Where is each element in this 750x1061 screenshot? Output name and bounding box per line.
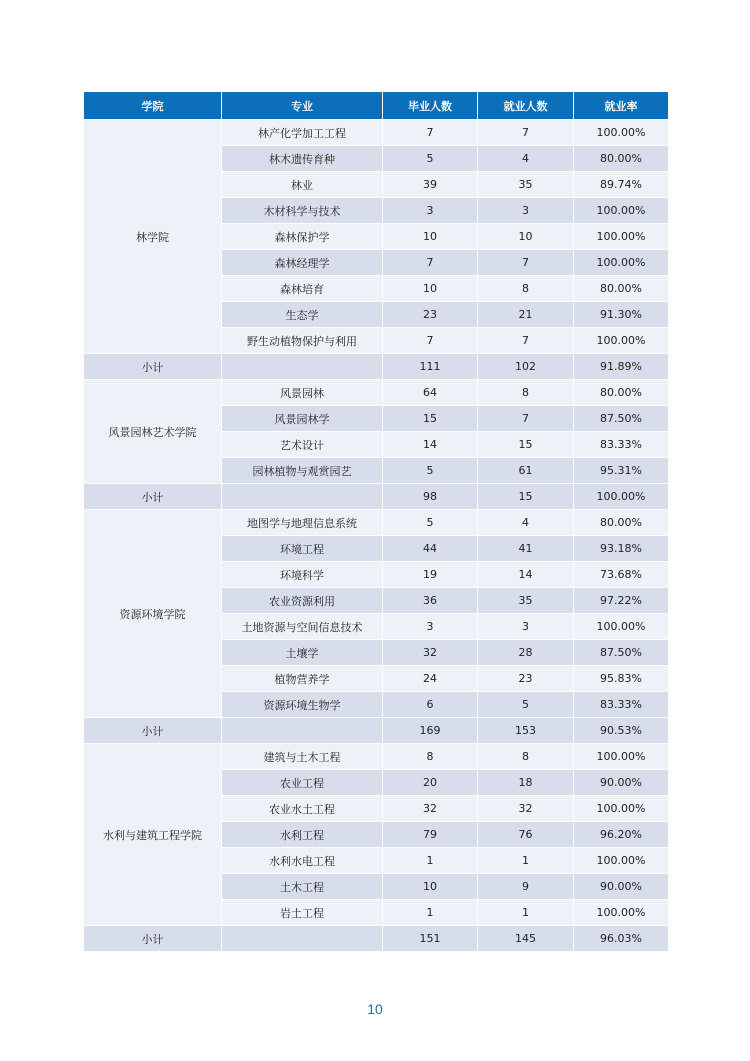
major-cell: 生态学 bbox=[222, 302, 383, 328]
table-row bbox=[84, 744, 669, 770]
employed-cell: 1 bbox=[478, 848, 574, 874]
graduates-cell: 39 bbox=[383, 172, 478, 198]
employment-rate-cell: 100.00% bbox=[574, 250, 669, 276]
employed-cell: 76 bbox=[478, 822, 574, 848]
major-cell: 林木遗传育种 bbox=[222, 146, 383, 172]
employment-rate-cell: 89.74% bbox=[574, 172, 669, 198]
subtotal-row bbox=[84, 926, 669, 952]
graduates-cell: 32 bbox=[383, 640, 478, 666]
employment-rate-cell: 80.00% bbox=[574, 380, 669, 406]
graduates-cell: 23 bbox=[383, 302, 478, 328]
header-major: 专业 bbox=[222, 92, 383, 120]
major-cell: 水利水电工程 bbox=[222, 848, 383, 874]
employed-cell: 9 bbox=[478, 874, 574, 900]
major-cell: 农业工程 bbox=[222, 770, 383, 796]
employed-cell: 7 bbox=[478, 250, 574, 276]
employed-cell: 61 bbox=[478, 458, 574, 484]
employed-cell: 32 bbox=[478, 796, 574, 822]
major-cell: 环境工程 bbox=[222, 536, 383, 562]
employment-rate-cell: 83.33% bbox=[574, 432, 669, 458]
major-cell: 土木工程 bbox=[222, 874, 383, 900]
employment-rate-cell: 100.00% bbox=[574, 796, 669, 822]
major-cell: 艺术设计 bbox=[222, 432, 383, 458]
subtotal-employed: 102 bbox=[478, 354, 574, 380]
employment-rate-cell: 90.00% bbox=[574, 874, 669, 900]
employed-cell: 7 bbox=[478, 406, 574, 432]
college-cell: 林学院 bbox=[84, 120, 222, 354]
subtotal-row bbox=[84, 354, 669, 380]
employment-rate-cell: 91.30% bbox=[574, 302, 669, 328]
employed-cell: 15 bbox=[478, 432, 574, 458]
major-cell: 风景园林 bbox=[222, 380, 383, 406]
graduates-cell: 5 bbox=[383, 510, 478, 536]
employed-cell: 4 bbox=[478, 146, 574, 172]
college-cell: 水利与建筑工程学院 bbox=[84, 744, 222, 926]
graduates-cell: 5 bbox=[383, 458, 478, 484]
college-cell: 资源环境学院 bbox=[84, 510, 222, 718]
major-cell: 水利工程 bbox=[222, 822, 383, 848]
major-cell: 农业水土工程 bbox=[222, 796, 383, 822]
employment-rate-cell: 80.00% bbox=[574, 276, 669, 302]
employed-cell: 8 bbox=[478, 744, 574, 770]
subtotal-employment-rate: 96.03% bbox=[574, 926, 669, 952]
employed-cell: 10 bbox=[478, 224, 574, 250]
subtotal-row bbox=[84, 718, 669, 744]
employment-rate-cell: 96.20% bbox=[574, 822, 669, 848]
subtotal-major-empty bbox=[222, 718, 383, 744]
graduates-cell: 3 bbox=[383, 614, 478, 640]
employed-cell: 3 bbox=[478, 614, 574, 640]
employed-cell: 41 bbox=[478, 536, 574, 562]
graduates-cell: 32 bbox=[383, 796, 478, 822]
major-cell: 野生动植物保护与利用 bbox=[222, 328, 383, 354]
graduates-cell: 79 bbox=[383, 822, 478, 848]
page-number: 10 bbox=[367, 1001, 383, 1017]
major-cell: 资源环境生物学 bbox=[222, 692, 383, 718]
employment-rate-cell: 100.00% bbox=[574, 328, 669, 354]
employment-rate-cell: 87.50% bbox=[574, 406, 669, 432]
subtotal-employment-rate: 90.53% bbox=[574, 718, 669, 744]
major-cell: 森林经理学 bbox=[222, 250, 383, 276]
employed-cell: 7 bbox=[478, 120, 574, 146]
graduates-cell: 7 bbox=[383, 120, 478, 146]
employment-rate-cell: 100.00% bbox=[574, 120, 669, 146]
graduates-cell: 10 bbox=[383, 224, 478, 250]
subtotal-label: 小计 bbox=[84, 484, 222, 510]
major-cell: 林产化学加工工程 bbox=[222, 120, 383, 146]
employment-stats-table bbox=[83, 91, 669, 952]
employment-rate-cell: 83.33% bbox=[574, 692, 669, 718]
major-cell: 森林培育 bbox=[222, 276, 383, 302]
subtotal-label: 小计 bbox=[84, 354, 222, 380]
graduates-cell: 1 bbox=[383, 900, 478, 926]
employment-rate-cell: 80.00% bbox=[574, 510, 669, 536]
subtotal-graduates: 98 bbox=[383, 484, 478, 510]
employed-cell: 4 bbox=[478, 510, 574, 536]
graduates-cell: 24 bbox=[383, 666, 478, 692]
graduates-cell: 7 bbox=[383, 328, 478, 354]
subtotal-employed: 145 bbox=[478, 926, 574, 952]
graduates-cell: 10 bbox=[383, 276, 478, 302]
employment-rate-cell: 100.00% bbox=[574, 744, 669, 770]
major-cell: 环境科学 bbox=[222, 562, 383, 588]
employment-rate-cell: 93.18% bbox=[574, 536, 669, 562]
employed-cell: 28 bbox=[478, 640, 574, 666]
subtotal-row bbox=[84, 484, 669, 510]
employment-rate-cell: 100.00% bbox=[574, 848, 669, 874]
header-college: 学院 bbox=[84, 92, 222, 120]
employed-cell: 3 bbox=[478, 198, 574, 224]
employment-rate-cell: 100.00% bbox=[574, 900, 669, 926]
major-cell: 森林保护学 bbox=[222, 224, 383, 250]
subtotal-major-empty bbox=[222, 484, 383, 510]
major-cell: 木材科学与技术 bbox=[222, 198, 383, 224]
table-row bbox=[84, 120, 669, 146]
graduates-cell: 5 bbox=[383, 146, 478, 172]
major-cell: 建筑与土木工程 bbox=[222, 744, 383, 770]
graduates-cell: 6 bbox=[383, 692, 478, 718]
employed-cell: 23 bbox=[478, 666, 574, 692]
graduates-cell: 14 bbox=[383, 432, 478, 458]
employed-cell: 1 bbox=[478, 900, 574, 926]
employed-cell: 8 bbox=[478, 276, 574, 302]
table-row bbox=[84, 510, 669, 536]
employed-cell: 8 bbox=[478, 380, 574, 406]
header-employed: 就业人数 bbox=[478, 92, 574, 120]
header-employment-rate: 就业率 bbox=[574, 92, 669, 120]
subtotal-employed: 15 bbox=[478, 484, 574, 510]
employment-rate-cell: 97.22% bbox=[574, 588, 669, 614]
subtotal-label: 小计 bbox=[84, 926, 222, 952]
graduates-cell: 44 bbox=[383, 536, 478, 562]
table-header-row bbox=[84, 92, 669, 120]
employed-cell: 35 bbox=[478, 172, 574, 198]
graduates-cell: 15 bbox=[383, 406, 478, 432]
major-cell: 土壤学 bbox=[222, 640, 383, 666]
employment-rate-cell: 95.83% bbox=[574, 666, 669, 692]
employment-rate-cell: 90.00% bbox=[574, 770, 669, 796]
employed-cell: 7 bbox=[478, 328, 574, 354]
subtotal-graduates: 151 bbox=[383, 926, 478, 952]
employment-rate-cell: 100.00% bbox=[574, 198, 669, 224]
subtotal-employment-rate: 100.00% bbox=[574, 484, 669, 510]
employed-cell: 18 bbox=[478, 770, 574, 796]
graduates-cell: 1 bbox=[383, 848, 478, 874]
graduates-cell: 8 bbox=[383, 744, 478, 770]
graduates-cell: 10 bbox=[383, 874, 478, 900]
subtotal-employment-rate: 91.89% bbox=[574, 354, 669, 380]
major-cell: 风景园林学 bbox=[222, 406, 383, 432]
subtotal-graduates: 111 bbox=[383, 354, 478, 380]
graduates-cell: 7 bbox=[383, 250, 478, 276]
major-cell: 地图学与地理信息系统 bbox=[222, 510, 383, 536]
employment-rate-cell: 80.00% bbox=[574, 146, 669, 172]
subtotal-major-empty bbox=[222, 926, 383, 952]
table-body bbox=[84, 120, 669, 952]
graduates-cell: 64 bbox=[383, 380, 478, 406]
employment-rate-cell: 100.00% bbox=[574, 224, 669, 250]
college-cell: 风景园林艺术学院 bbox=[84, 380, 222, 484]
employed-cell: 21 bbox=[478, 302, 574, 328]
employment-rate-cell: 100.00% bbox=[574, 614, 669, 640]
subtotal-label: 小计 bbox=[84, 718, 222, 744]
subtotal-employed: 153 bbox=[478, 718, 574, 744]
employment-rate-cell: 73.68% bbox=[574, 562, 669, 588]
employed-cell: 14 bbox=[478, 562, 574, 588]
major-cell: 植物营养学 bbox=[222, 666, 383, 692]
subtotal-major-empty bbox=[222, 354, 383, 380]
graduates-cell: 36 bbox=[383, 588, 478, 614]
employed-cell: 5 bbox=[478, 692, 574, 718]
subtotal-graduates: 169 bbox=[383, 718, 478, 744]
employment-rate-cell: 87.50% bbox=[574, 640, 669, 666]
employment-rate-cell: 95.31% bbox=[574, 458, 669, 484]
graduates-cell: 3 bbox=[383, 198, 478, 224]
header-graduates: 毕业人数 bbox=[383, 92, 478, 120]
major-cell: 园林植物与观赏园艺 bbox=[222, 458, 383, 484]
major-cell: 农业资源利用 bbox=[222, 588, 383, 614]
employed-cell: 35 bbox=[478, 588, 574, 614]
graduates-cell: 19 bbox=[383, 562, 478, 588]
major-cell: 林业 bbox=[222, 172, 383, 198]
graduates-cell: 20 bbox=[383, 770, 478, 796]
major-cell: 岩土工程 bbox=[222, 900, 383, 926]
table-row bbox=[84, 380, 669, 406]
major-cell: 土地资源与空间信息技术 bbox=[222, 614, 383, 640]
